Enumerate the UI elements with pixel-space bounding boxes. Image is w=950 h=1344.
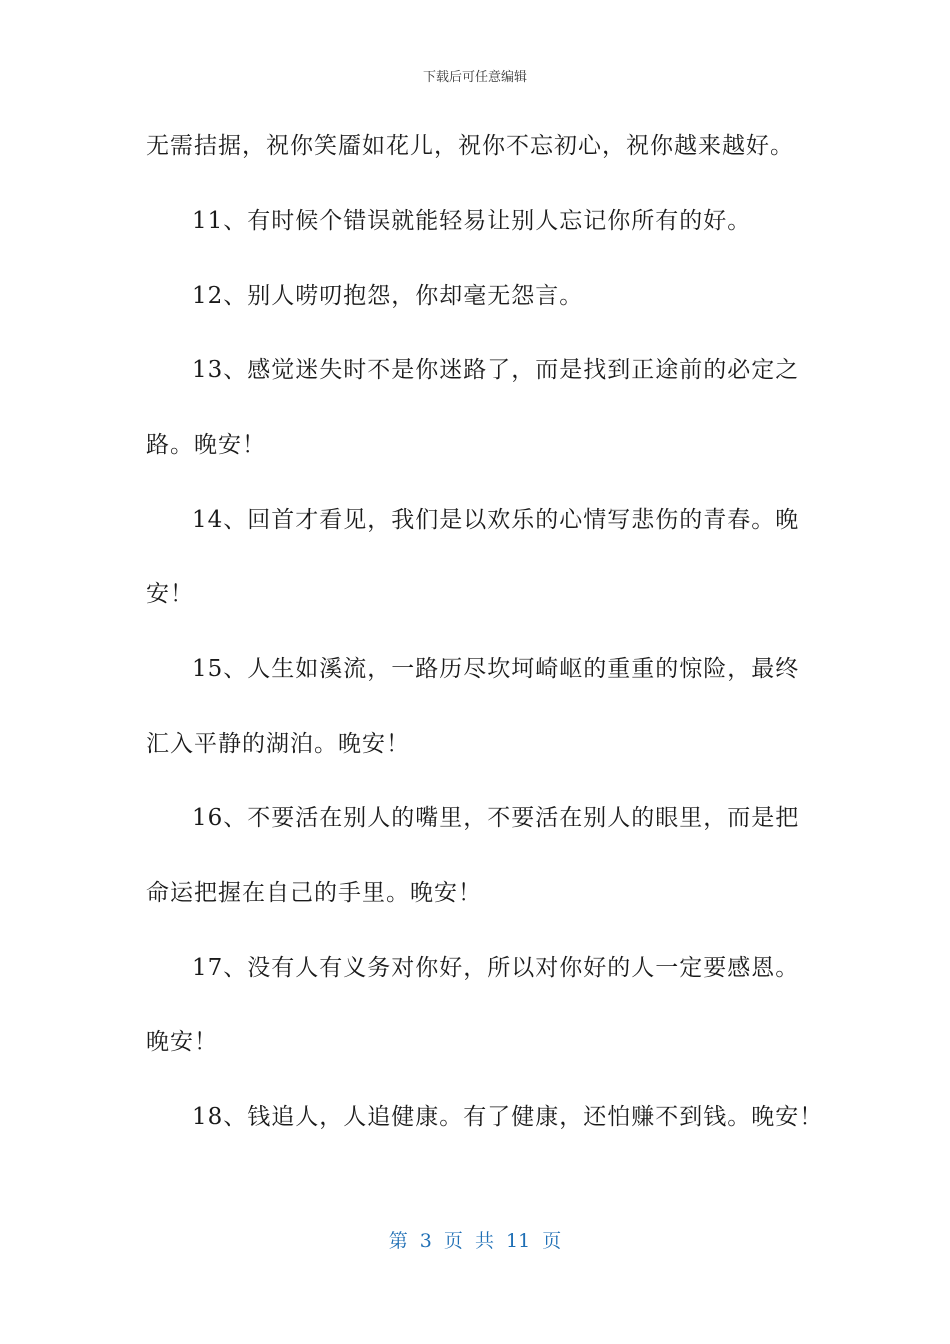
list-item-18: 18、钱追人，人追健康。有了健康，还怕赚不到钱。晚安！	[192, 1104, 824, 1130]
list-item-15-cont: 汇入平静的湖泊。晚安！	[146, 731, 410, 757]
list-item-14-cont: 安！	[146, 581, 194, 607]
list-item-14: 14、回首才看见，我们是以欢乐的心情写悲伤的青春。晚	[192, 507, 800, 533]
list-item-16: 16、不要活在别人的嘴里，不要活在别人的眼里，而是把	[192, 805, 800, 831]
list-item-12: 12、别人唠叨抱怨，你却毫无怨言。	[192, 283, 584, 309]
text-line: 无需拮据，祝你笑靥如花儿，祝你不忘初心，祝你越来越好。	[146, 133, 794, 159]
page-header: 下载后可任意编辑	[422, 70, 527, 85]
list-item-17-cont: 晚安！	[146, 1029, 218, 1055]
list-item-11: 11、有时候个错误就能轻易让别人忘记你所有的好。	[192, 208, 752, 234]
list-item-13: 13、感觉迷失时不是你迷路了，而是找到正途前的必定之	[192, 357, 800, 383]
list-item-15: 15、人生如溪流，一路历尽坎坷崎岖的重重的惊险，最终	[192, 656, 800, 682]
page-number: 第 3 页 共 11 页	[388, 1230, 562, 1252]
list-item-13-cont: 路。晚安！	[146, 432, 266, 458]
list-item-16-cont: 命运把握在自己的手里。晚安！	[146, 880, 482, 906]
list-item-17: 17、没有人有义务对你好，所以对你好的人一定要感恩。	[192, 955, 800, 981]
